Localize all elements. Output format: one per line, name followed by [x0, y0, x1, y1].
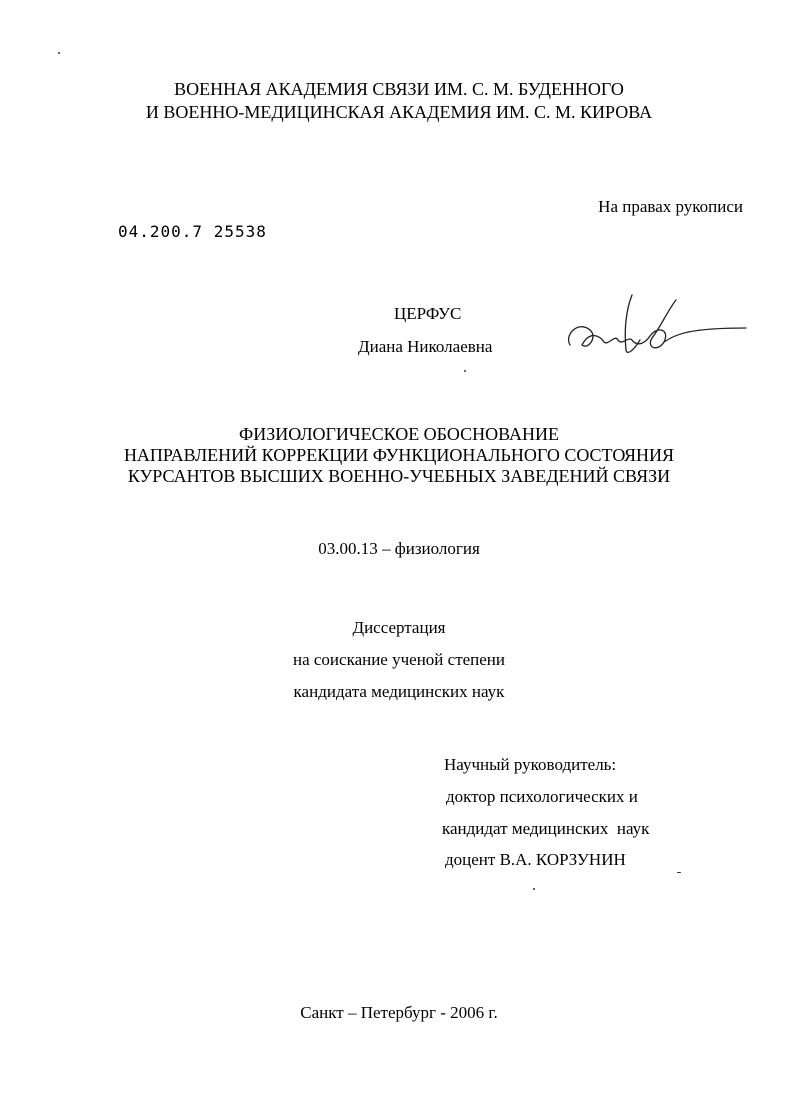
title-line-3: КУРСАНТОВ ВЫСШИХ ВОЕННО-УЧЕБНЫХ ЗАВЕДЕНИЙ СВЯЗИ	[127, 466, 671, 486]
rights-note: На правах рукописи	[598, 197, 743, 216]
supervisor-line-3: доцент В.А. КОРЗУНИН	[445, 850, 626, 869]
place-and-year: Санкт – Петербург - 2006 г.	[300, 1003, 498, 1022]
scan-speck	[677, 872, 681, 873]
title-line-2: НАПРАВЛЕНИЙ КОРРЕКЦИИ ФУНКЦИОНАЛЬНОГО СОСТОЯНИЯ	[123, 445, 675, 465]
scan-speck	[58, 52, 60, 54]
degree-line-1: Диссертация	[352, 618, 446, 637]
author-signature	[560, 290, 750, 370]
catalog-stamp-number: 04.200.7 25538	[118, 222, 267, 241]
supervisor-label: Научный руководитель:	[444, 755, 617, 774]
institution-line-1: ВОЕННАЯ АКАДЕМИЯ СВЯЗИ ИМ. С. М. БУДЕННОГО	[174, 79, 624, 99]
supervisor-line-2: кандидат медицинских наук	[442, 819, 650, 838]
title-line-1: ФИЗИОЛОГИЧЕСКОЕ ОБОСНОВАНИЕ	[238, 424, 559, 444]
supervisor-line-1: доктор психологических и	[446, 787, 638, 806]
specialty-code: 03.00.13 – физиология	[318, 539, 480, 558]
degree-line-3: кандидата медицинских наук	[293, 682, 505, 701]
degree-line-2: на соискание ученой степени	[292, 650, 506, 669]
scan-speck	[533, 888, 535, 890]
institution-line-2: И ВОЕННО-МЕДИЦИНСКАЯ АКАДЕМИЯ ИМ. С. М. КИРОВА	[145, 102, 653, 122]
author-given-names: Диана Николаевна	[358, 337, 493, 356]
author-surname: ЦЕРФУС	[394, 304, 462, 323]
scan-speck	[464, 370, 466, 372]
